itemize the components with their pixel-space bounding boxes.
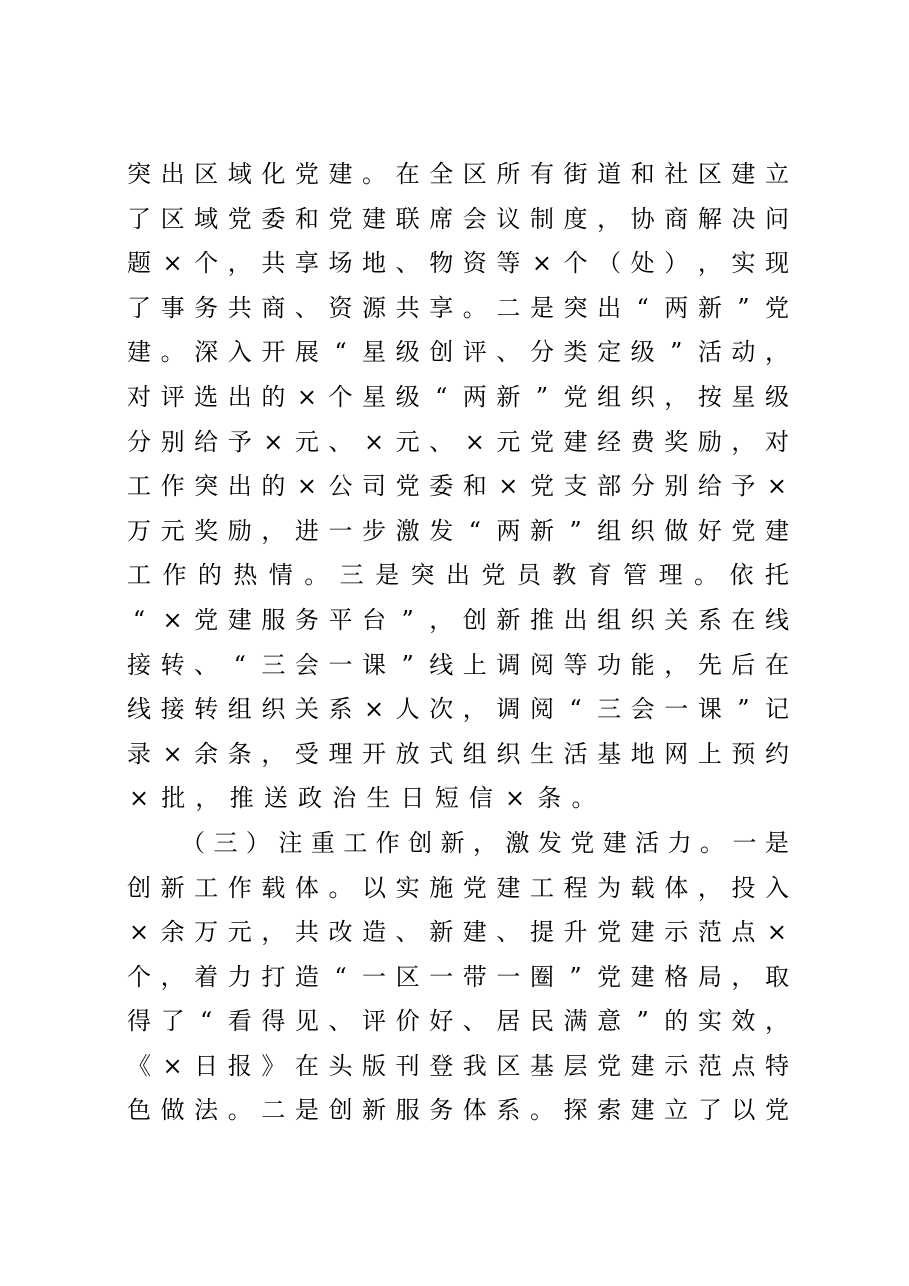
text-line: 了 区 域 党 委 和 党 建 联 席 会 议 制 度 ， 协 商 解 决 问 <box>127 204 789 233</box>
text-line: 对 评 选 出 的 × 个 星 级 “ 两 新 ” 党 组 织 ， 按 星 级 <box>127 382 789 411</box>
text-line: 得 了 “ 看 得 见 、 评 价 好 、 居 民 满 意 ” 的 实 效 ， <box>127 1007 789 1036</box>
text-line: 工 作 突 出 的 × 公 司 党 委 和 × 党 支 部 分 别 给 予 × <box>127 472 788 501</box>
text-line: 分 别 给 予 × 元 、 × 元 、 × 元 党 建 经 费 奖 励 ， 对 <box>127 427 789 456</box>
text-line: 个 ， 着 力 打 造 “ 一 区 一 带 一 圈 ” 党 建 格 局 ， 取 <box>127 962 789 991</box>
text-line: 接 转 、 “ 三 会 一 课 ” 线 上 调 阅 等 功 能 ， 先 后 在 <box>127 650 789 679</box>
text-line: 建 。 深 入 开 展 “ 星 级 创 评 、 分 类 定 级 ” 活 动 ， <box>127 338 789 367</box>
text-line: 录 × 余 条 ， 受 理 开 放 式 组 织 生 活 基 地 网 上 预 约 <box>127 739 789 768</box>
text-line: × 批 ， 推 送 政 治 生 日 短 信 × 条 。 <box>128 784 596 813</box>
text-line: × 余 万 元 ， 共 改 造 、 新 建 、 提 升 党 建 示 范 点 × <box>128 918 788 947</box>
text-line: 工 作 的 热 情 。 三 是 突 出 党 员 教 育 管 理 。 依 托 <box>127 561 789 590</box>
body-text <box>127 152 789 1133</box>
text-line: 《 × 日 报 》 在 头 版 刊 登 我 区 基 层 党 建 示 范 点 特 <box>127 1051 789 1080</box>
text-line: 题 × 个 ， 共 享 场 地 、 物 资 等 × 个 （ 处 ） ， 实 现 <box>127 249 789 278</box>
text-line: 突 出 区 域 化 党 建 。 在 全 区 所 有 街 道 和 社 区 建 立 <box>127 160 789 188</box>
text-line: 创 新 工 作 载 体 。 以 实 施 党 建 工 程 为 载 体 ， 投 入 <box>127 873 789 902</box>
text-line: 万 元 奖 励 ， 进 一 步 激 发 “ 两 新 ” 组 织 做 好 党 建 <box>127 516 789 545</box>
text-line: 了 事 务 共 商 、 资 源 共 享 。 二 是 突 出 “ 两 新 ” 党 <box>127 293 789 322</box>
text-line: “ × 党 建 服 务 平 台 ” ， 创 新 推 出 组 织 关 系 在 线 <box>132 605 789 634</box>
text-line: 色 做 法 。 二 是 创 新 服 务 体 系 。 探 索 建 立 了 以 党 <box>127 1096 789 1125</box>
text-line: （ 三 ） 注 重 工 作 创 新 ， 激 发 党 建 活 力 。 一 是 <box>181 828 789 857</box>
text-line: 线 接 转 组 织 关 系 × 人 次 ， 调 阅 “ 三 会 一 课 ” 记 <box>127 695 789 724</box>
